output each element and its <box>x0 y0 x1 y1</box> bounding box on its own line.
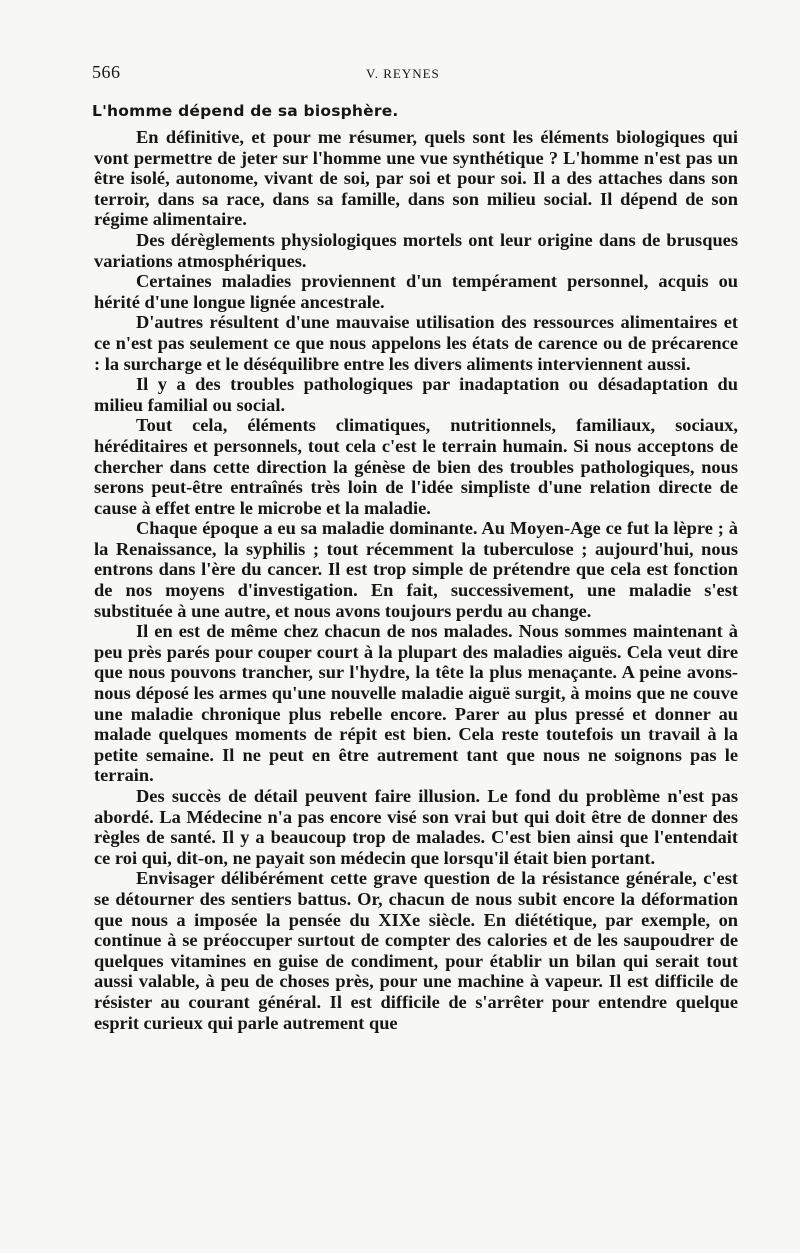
page-number: 566 <box>92 62 121 82</box>
paragraph: Il y a des troubles pathologiques par inadaptation ou désadaptation du milieu familial ou social. <box>94 374 738 415</box>
paragraph: Des succès de détail peuvent faire illusion. Le fond du problème n'est pas abordé. La Médecine n'a pas encore visé son vrai but qui doit être de donner des règles de santé. Il y a beaucoup trop de malades. C'est bien ainsi que l'entendait ce roi qui, dit-on, ne payait son médecin que lorsqu'il était bien portant. <box>94 786 738 868</box>
paragraph: Certaines maladies proviennent d'un tempérament personnel, acquis ou hérité d'une longue lignée ancestrale. <box>94 271 738 312</box>
paragraph: En définitive, et pour me résumer, quels sont les éléments biologiques qui vont permettre de jeter sur l'homme une vue synthétique ? L'homme n'est pas un être isolé, autonome, vivant de soi, par soi et pour soi. Il a des attaches dans son terroir, dans sa race, dans sa famille, dans son milieu social. Il dépend de son régime alimentaire. <box>94 127 738 230</box>
paragraph: Tout cela, éléments climatiques, nutritionnels, familiaux, sociaux, héréditaires et personnels, tout cela c'est le terrain humain. Si nous acceptons de chercher dans cette direction la génèse de bien des troubles pathologiques, nous serons peut-être entraînés très loin de l'idée simpliste d'une relation directe de cause à effet entre le microbe et la maladie. <box>94 415 738 518</box>
paragraph: Envisager délibérément cette grave question de la résistance générale, c'est se détourner des sentiers battus. Or, chacun de nous subit encore la déformation que nous a imposée la pensée du XIXe siècle. En diététique, par exemple, on continue à se préoccuper surtout de compter des calories et de les saupoudrer de quelques vitamines en guise de condiment, pour établir un bilan qui serait tout aussi valable, à peu de choses près, pour une machine à vapeur. Il est difficile de résister au courant général. Il est difficile de s'arrêter pour entendre quelque esprit curieux qui parle autrement que <box>94 868 738 1033</box>
running-title: V. REYNES <box>366 66 440 81</box>
body-text <box>94 127 738 1033</box>
section-heading: L'homme dépend de sa biosphère. <box>92 102 399 120</box>
paragraph: Il en est de même chez chacun de nos malades. Nous sommes maintenant à peu près parés pour couper court à la plupart des maladies aiguës. Cela veut dire que nous pouvons trancher, sur l'hydre, la tête la plus menaçante. A peine avons-nous déposé les armes qu'une nouvelle maladie aiguë surgit, à moins que ne couve une maladie chronique plus rebelle encore. Parer au plus pressé et donner au malade quelques moments de répit est bien. Cela reste toutefois un travail à la petite semaine. Il ne peut en être autrement tant que nous ne soignons pas le terrain. <box>94 621 738 786</box>
running-head <box>82 62 738 86</box>
paragraph: D'autres résultent d'une mauvaise utilisation des ressources alimentaires et ce n'est pas seulement ce que nous appelons les états de carence ou de précarence : la surcharge et le déséquilibre entre les divers aliments interviennent aussi. <box>94 312 738 374</box>
paragraph: Chaque époque a eu sa maladie dominante. Au Moyen-Age ce fut la lèpre ; à la Renaissance, la syphilis ; tout récemment la tuberculose ; aujourd'hui, nous entrons dans l'ère du cancer. Il est trop simple de prétendre que cela est fonction de nos moyens d'investigation. En fait, successivement, une maladie s'est substituée à une autre, et nous avons toujours perdu au change. <box>94 518 738 621</box>
paragraph: Des dérèglements physiologiques mortels ont leur origine dans de brusques variations atmosphériques. <box>94 229 738 271</box>
